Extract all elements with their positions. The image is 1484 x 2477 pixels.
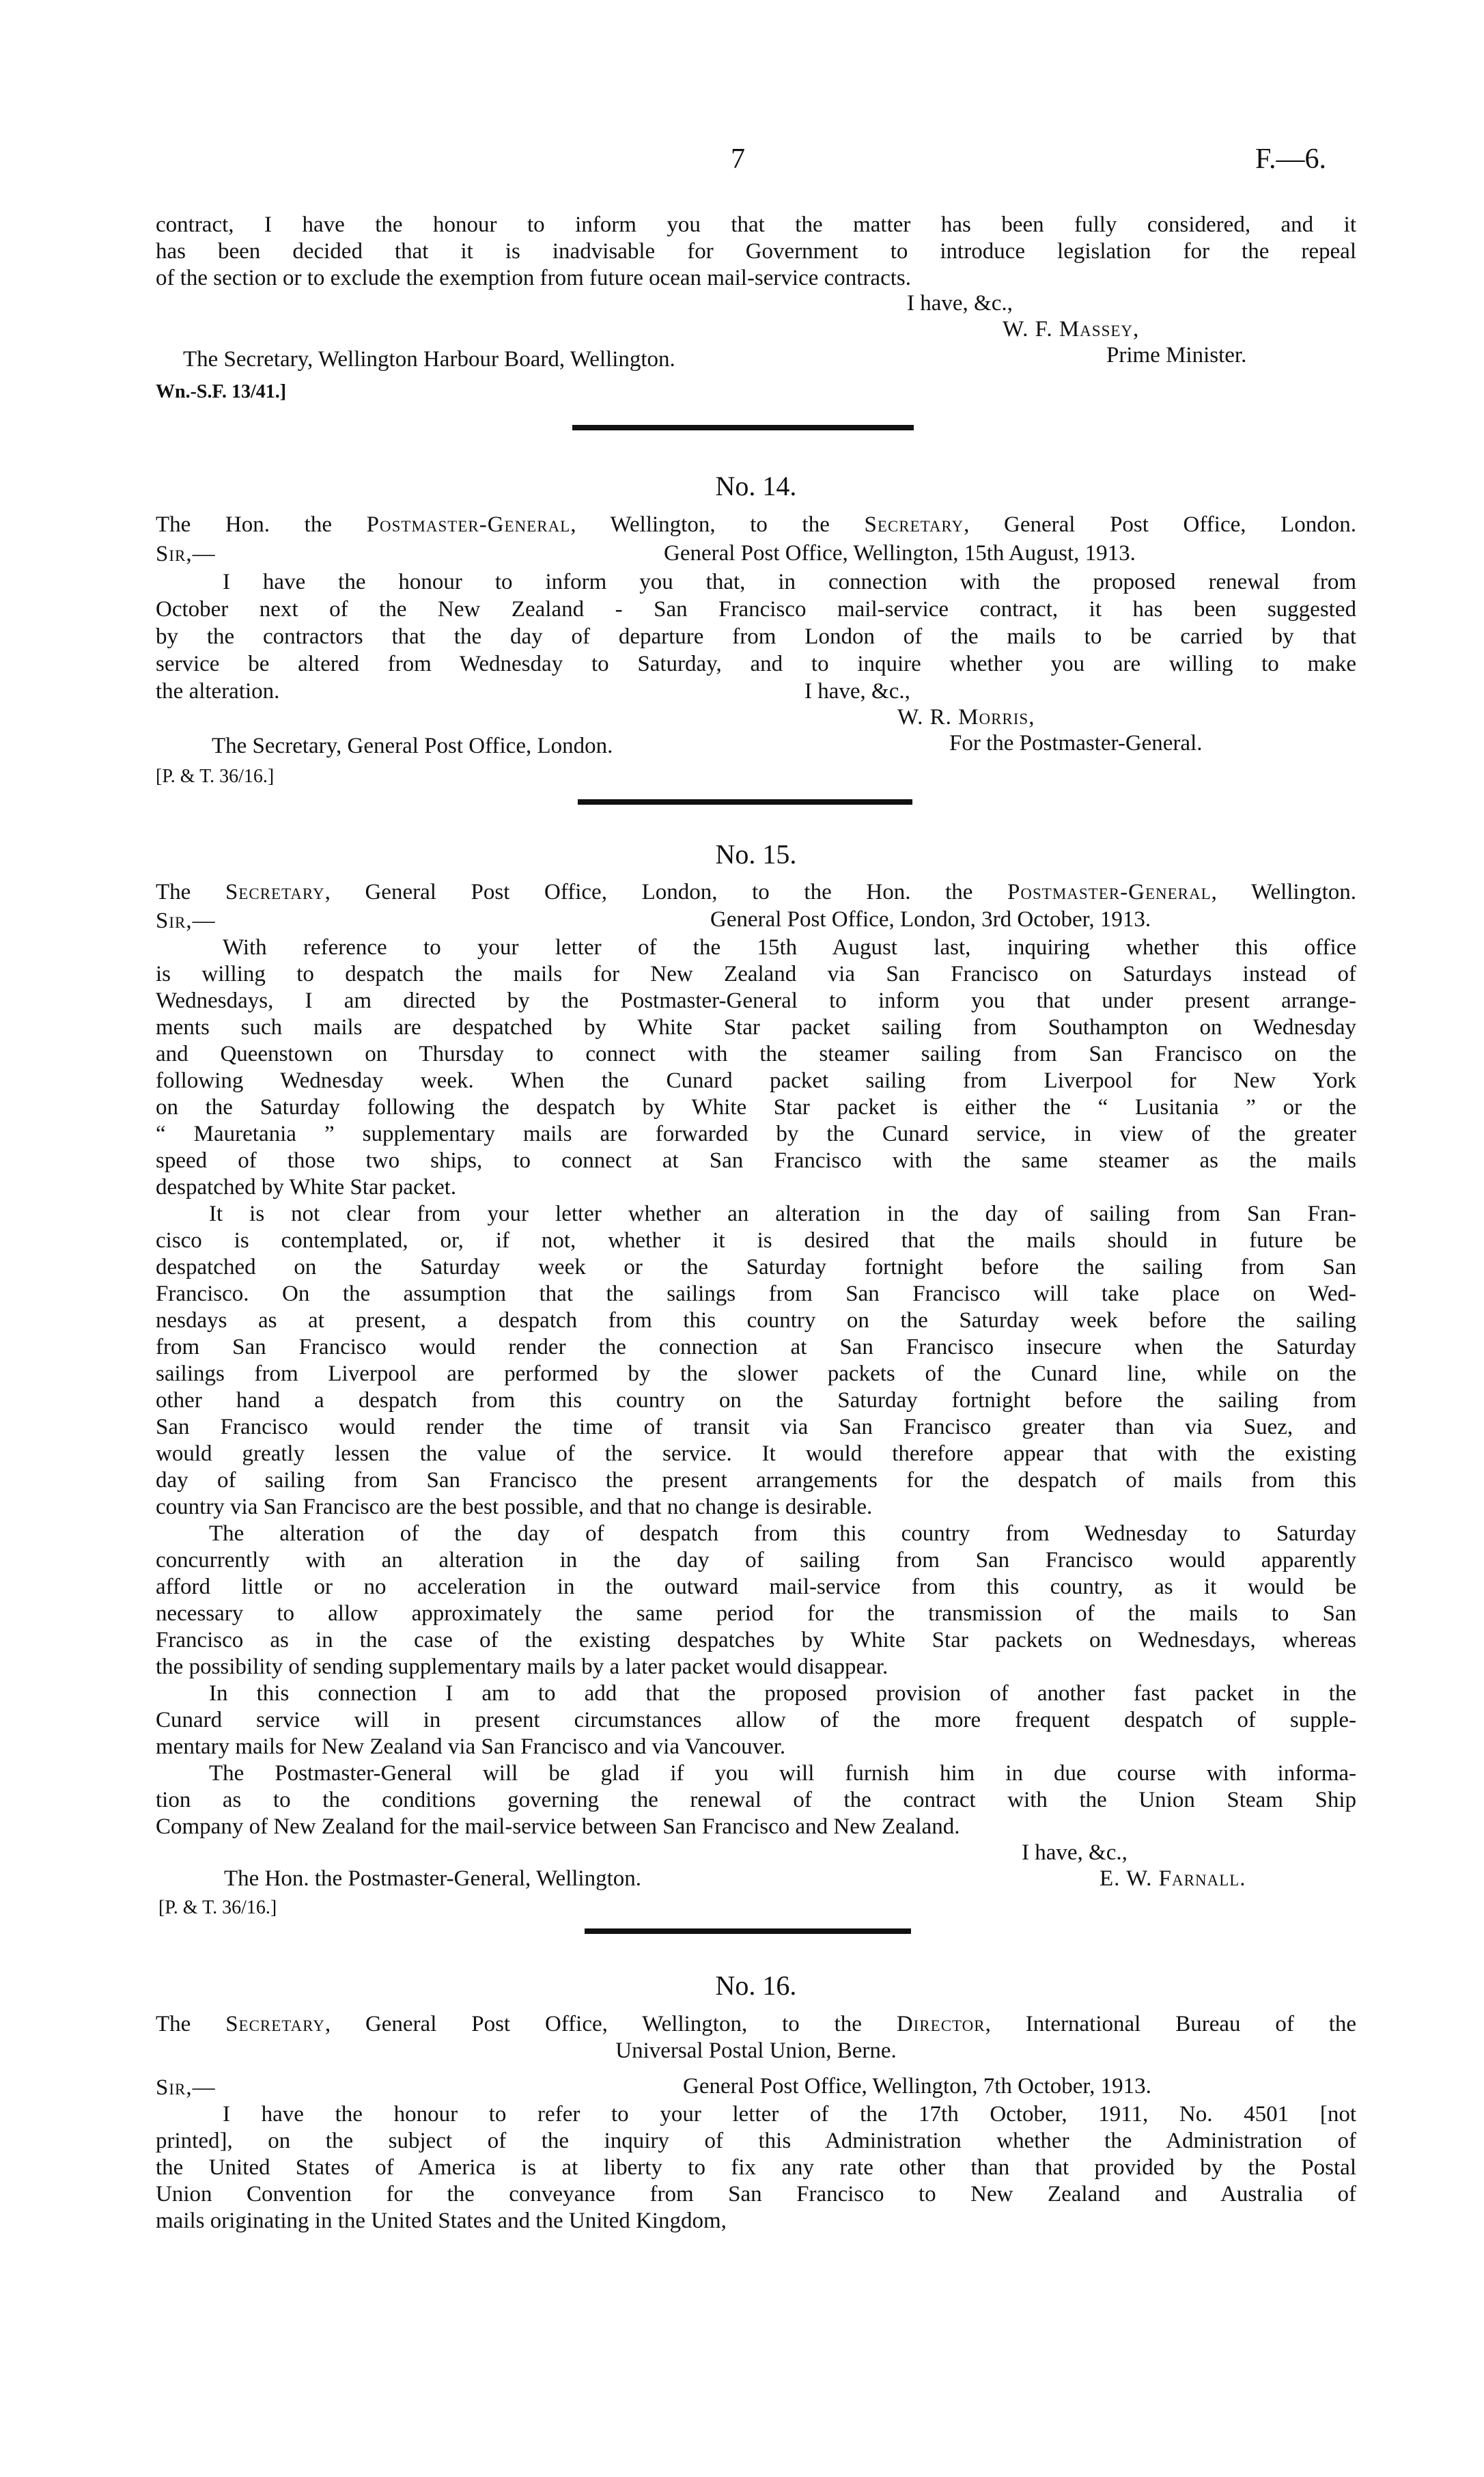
body-line: has been decided that it is inadvisable for Government to introduce legislation for the repeal — [156, 239, 1356, 264]
signatory: E. W. Farnall. — [1100, 1866, 1246, 1891]
addressee: The Hon. the Postmaster-General, Wellington. — [224, 1866, 642, 1891]
body-line: Francisco. On the assumption that the sailings from San Francisco will take place on Wed- — [156, 1282, 1356, 1306]
signatory: W. F. Massey, — [1003, 317, 1140, 342]
body-line: despatched by White Star packet. — [156, 1175, 457, 1200]
body-line: necessary to allow approximately the same period for the transmission of the mails to San — [156, 1601, 1356, 1626]
body-line: Wednesdays, I am directed by the Postmaster-General to inform you that under present arrange- — [156, 988, 1356, 1013]
dateline: General Post Office, Wellington, 15th August, 1913. — [664, 541, 1136, 566]
body-line: country via San Francisco are the best possible, and that no change is desirable. — [156, 1495, 873, 1519]
body-line: The alteration of the day of despatch from this country from Wednesday to Saturday — [209, 1521, 1356, 1546]
body-line: day of sailing from San Francisco the present arrangements for the despatch of mails from this — [156, 1468, 1356, 1493]
body-line: tion as to the conditions governing the renewal of the contract with the Union Steam Ship — [156, 1788, 1356, 1812]
body-line: other hand a despatch from this country on the Saturday fortnight before the sailing from — [156, 1388, 1356, 1413]
page-number: 7 — [731, 143, 745, 175]
body-line: sailings from Liverpool are performed by the slower packets of the Cunard line, while on the — [156, 1361, 1356, 1386]
body-line: I have the honour to refer to your letter of the 17th October, 1911, No. 4501 [not — [223, 2102, 1356, 2127]
body-line: and Queenstown on Thursday to connect with the steamer sailing from San Francisco on the — [156, 1042, 1356, 1066]
body-line: mails originating in the United States and the United Kingdom, — [156, 2209, 727, 2233]
body-line: concurrently with an alteration in the day of sailing from San Francisco would apparently — [156, 1548, 1356, 1573]
body-line: despatched on the Saturday week or the Saturday fortnight before the sailing from San — [156, 1255, 1356, 1279]
document-reference: F.—6. — [1255, 143, 1326, 175]
section-number: No. 15. — [715, 839, 797, 870]
body-line: With reference to your letter of the 15th August last, inquiring whether this office — [223, 935, 1356, 960]
body-line: The Postmaster-General will be glad if you will furnish him in due course with informa- — [209, 1761, 1356, 1786]
section-divider — [585, 1928, 911, 1934]
body-line: “ Mauretania ” supplementary mails are forwarded by the Cunard service, in view of the greater — [156, 1122, 1356, 1146]
signatory-title: For the Postmaster-General. — [949, 731, 1203, 756]
body-line: from San Francisco would render the connection at San Francisco insecure when the Saturday — [156, 1335, 1356, 1359]
body-line: Francisco as in the case of the existing despatches by White Star packets on Wednesdays, whereas — [156, 1628, 1356, 1652]
closing: I have, &c., — [907, 291, 1013, 316]
route-line: The Secretary, General Post Office, Wellington, to the Director, International Bureau of the — [156, 2012, 1357, 2036]
body-line: In this connection I am to add that the proposed provision of another fast packet in the — [209, 1681, 1356, 1706]
body-line: San Francisco would render the time of transit via San Francisco greater than via Suez, and — [156, 1415, 1356, 1439]
body-line: I have the honour to inform you that, in connection with the proposed renewal from — [223, 570, 1356, 594]
body-line: mentary mails for New Zealand via San Francisco and via Vancouver. — [156, 1734, 786, 1759]
body-line: of the section or to exclude the exemption from future ocean mail-service contracts. — [156, 266, 911, 290]
body-line: October next of the New Zealand - San Francisco mail-service contract, it has been suggested — [156, 597, 1356, 622]
body-line: is willing to despatch the mails for New Zealand via San Francisco on Saturdays instead of — [156, 962, 1356, 986]
body-line: the alteration. — [156, 679, 280, 704]
closing: I have, &c., — [804, 679, 910, 704]
body-line: Cunard service will in present circumstances allow of the more frequent despatch of supple- — [156, 1708, 1356, 1732]
addressee: The Secretary, General Post Office, London. — [212, 734, 613, 758]
addressee: The Secretary, Wellington Harbour Board, Wellington. — [183, 347, 675, 372]
dateline: General Post Office, Wellington, 7th October, 1913. — [683, 2074, 1151, 2099]
file-reference: [P. & T. 36/16.] — [156, 766, 275, 787]
signatory: W. R. Morris, — [897, 705, 1035, 730]
section-divider — [572, 425, 914, 430]
body-line: printed], on the subject of the inquiry of this Administration whether the Administration of — [156, 2129, 1356, 2153]
body-line: service be altered from Wednesday to Saturday, and to inquire whether you are willing to make — [156, 652, 1356, 676]
body-line: Union Convention for the conveyance from San Francisco to New Zealand and Australia of — [156, 2182, 1356, 2206]
body-line: contract, I have the honour to inform you that the matter has been fully considered, and it — [156, 212, 1356, 237]
salutation: Sir,— — [156, 542, 216, 566]
body-line: ments such mails are despatched by White Star packet sailing from Southampton on Wednesday — [156, 1015, 1356, 1040]
body-line: on the Saturday following the despatch by White Star packet is either the “ Lusitania ” or the — [156, 1095, 1356, 1120]
route-line: The Hon. the Postmaster-General, Wellington, to the Secretary, General Post Office, London. — [156, 512, 1357, 537]
body-line: the United States of America is at liberty to fix any rate other than that provided by the Postal — [156, 2155, 1356, 2180]
body-line: the possibility of sending supplementary mails by a later packet would disappear. — [156, 1655, 888, 1679]
salutation: Sir,— — [156, 2075, 216, 2100]
body-line: speed of those two ships, to connect at San Francisco with the same steamer as the mails — [156, 1148, 1356, 1173]
body-line: It is not clear from your letter whether an alteration in the day of sailing from San Fran- — [209, 1202, 1356, 1226]
closing: I have, &c., — [1022, 1840, 1128, 1865]
body-line: cisco is contemplated, or, if not, whether it is desired that the mails should in future be — [156, 1228, 1356, 1253]
section-divider — [578, 799, 912, 805]
body-line: following Wednesday week. When the Cunard packet sailing from Liverpool for New York — [156, 1068, 1356, 1093]
body-line: would greatly lessen the value of the service. It would therefore appear that with the existing — [156, 1441, 1356, 1466]
file-reference: [P. & T. 36/16.] — [158, 1897, 277, 1918]
body-line: Company of New Zealand for the mail-service between San Francisco and New Zealand. — [156, 1814, 960, 1839]
section-number: No. 16. — [715, 1970, 797, 2001]
body-line: afford little or no acceleration in the outward mail-service from this country, as it would be — [156, 1575, 1356, 1599]
dateline: General Post Office, London, 3rd October, 1913. — [710, 907, 1151, 932]
route-line: The Secretary, General Post Office, London, to the Hon. the Postmaster-General, Wellington. — [156, 880, 1357, 904]
salutation: Sir,— — [156, 909, 216, 933]
file-reference: Wn.-S.F. 13/41.] — [156, 381, 287, 402]
route-line-continued: Universal Postal Union, Berne. — [615, 2038, 897, 2063]
signatory-title: Prime Minister. — [1106, 343, 1247, 368]
section-number: No. 14. — [715, 471, 797, 501]
body-line: by the contractors that the day of departure from London of the mails to be carried by that — [156, 624, 1356, 649]
body-line: nesdays as at present, a despatch from this country on the Saturday week before the sailing — [156, 1308, 1356, 1333]
